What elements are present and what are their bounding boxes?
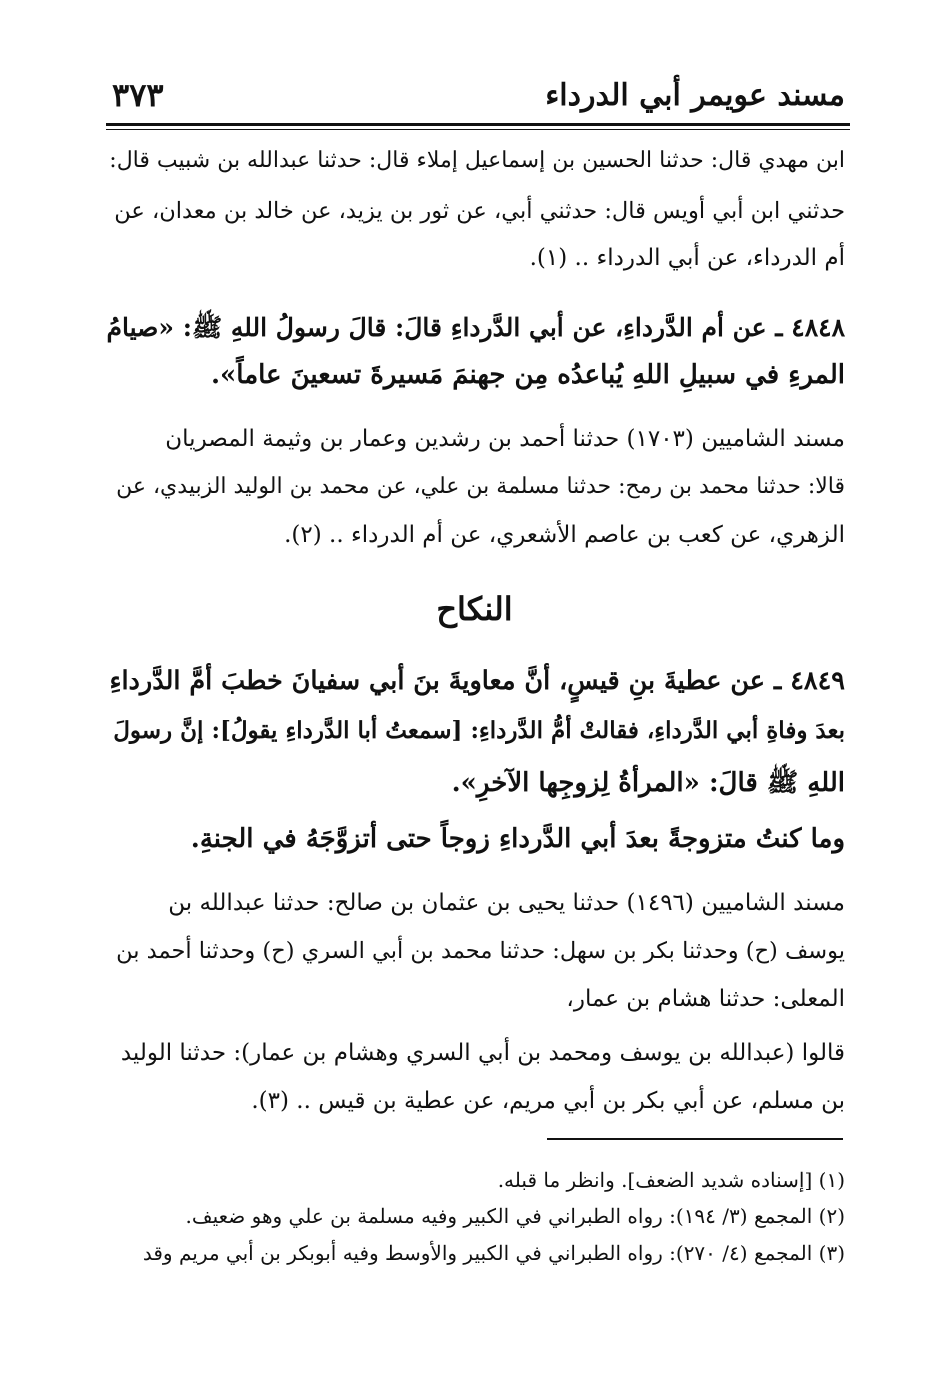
footnote: (١) [إسناده شديد الضعف]. وانظر ما قبله. [497, 1168, 845, 1192]
hadith-line: اللهِ ﷺ قالَ: «المرأةُ لِزوجِها الآخرِ». [451, 768, 845, 798]
page-number: ٣٧٣ [112, 76, 164, 114]
running-header-title: مسند عويمر أبي الدرداء [545, 78, 845, 113]
header-rule-thick [106, 123, 850, 126]
source-line: قالوا (عبدالله بن يوسف ومحمد بن أبي السري وهشام بن عمار): حدثنا الوليد [120, 1040, 845, 1066]
section-heading: النكاح [436, 590, 513, 628]
hadith-line: المرءِ في سبيلِ اللهِ يُباعدُه مِن جهنمَ مَسيرةَ تسعينَ عاماً». [210, 360, 845, 390]
source-line: ابن مهدي قال: حدثنا الحسين بن إسماعيل إملاء قال: حدثنا عبدالله بن شبيب قال: [109, 148, 845, 173]
footnote-rule [547, 1138, 843, 1140]
hadith-line: ٤٨٤٨ ـ عن أم الدَّرداءِ، عن أبي الدَّرداءِ قالَ: قالَ رسولُ اللهِ ﷺ: «صيامُ [106, 313, 845, 342]
source-line: مسند الشاميين (١٧٠٣) حدثنا أحمد بن رشدين وعمار بن وثيمة المصريان [165, 426, 845, 452]
footnote: (٣) المجمع (٤/ ٢٧٠): رواه الطبراني في الكبير والأوسط وفيه أبوبكر بن أبي مريم وقد [142, 1241, 845, 1265]
hadith-line: ٤٨٤٩ ـ عن عطيةَ بنِ قيسٍ، أنَّ معاويةَ بنَ أبي سفيانَ خطبَ أمَّ الدَّرداءِ [109, 666, 845, 696]
source-line: الزهري، عن كعب بن عاصم الأشعري، عن أم الدرداء .. (٢). [284, 522, 845, 548]
footnote: (٢) المجمع (٣/ ١٩٤): رواه الطبراني في الكبير وفيه مسلمة بن علي وهو ضعيف. [185, 1204, 845, 1228]
source-line: يوسف (ح) وحدثنا بكر بن سهل: حدثنا محمد بن أبي السري (ح) وحدثنا أحمد بن [116, 938, 845, 964]
hadith-line: وما كنتُ متزوجةً بعدَ أبي الدَّرداءِ زوجاً حتى أتزوَّجَهُ في الجنةِ. [190, 824, 845, 854]
header-rule-thin [106, 129, 850, 130]
source-line: المعلى: حدثنا هشام بن عمار، [566, 986, 845, 1012]
source-line: أم الدرداء، عن أبي الدرداء .. (١). [529, 245, 845, 271]
source-line: قالا: حدثنا محمد بن رمح: حدثنا مسلمة بن علي، عن محمد بن الوليد الزبيدي، عن [116, 474, 845, 499]
source-line: حدثني ابن أبي أويس قال: حدثني أبي، عن ثور بن يزيد، عن خالد بن معدان، عن [114, 198, 845, 224]
hadith-line: بعدَ وفاةِ أبي الدَّرداءِ، فقالتْ أمُّ الدَّرداءِ: [سمعتُ أبا الدَّرداءِ يقولُ]: إنَّ رسولَ [113, 717, 845, 744]
source-line: مسند الشاميين (١٤٩٦) حدثنا يحيى بن عثمان بن صالح: حدثنا عبدالله بن [168, 890, 845, 916]
source-line: بن مسلم، عن أبي بكر بن أبي مريم، عن عطية بن قيس .. (٣). [251, 1088, 845, 1114]
